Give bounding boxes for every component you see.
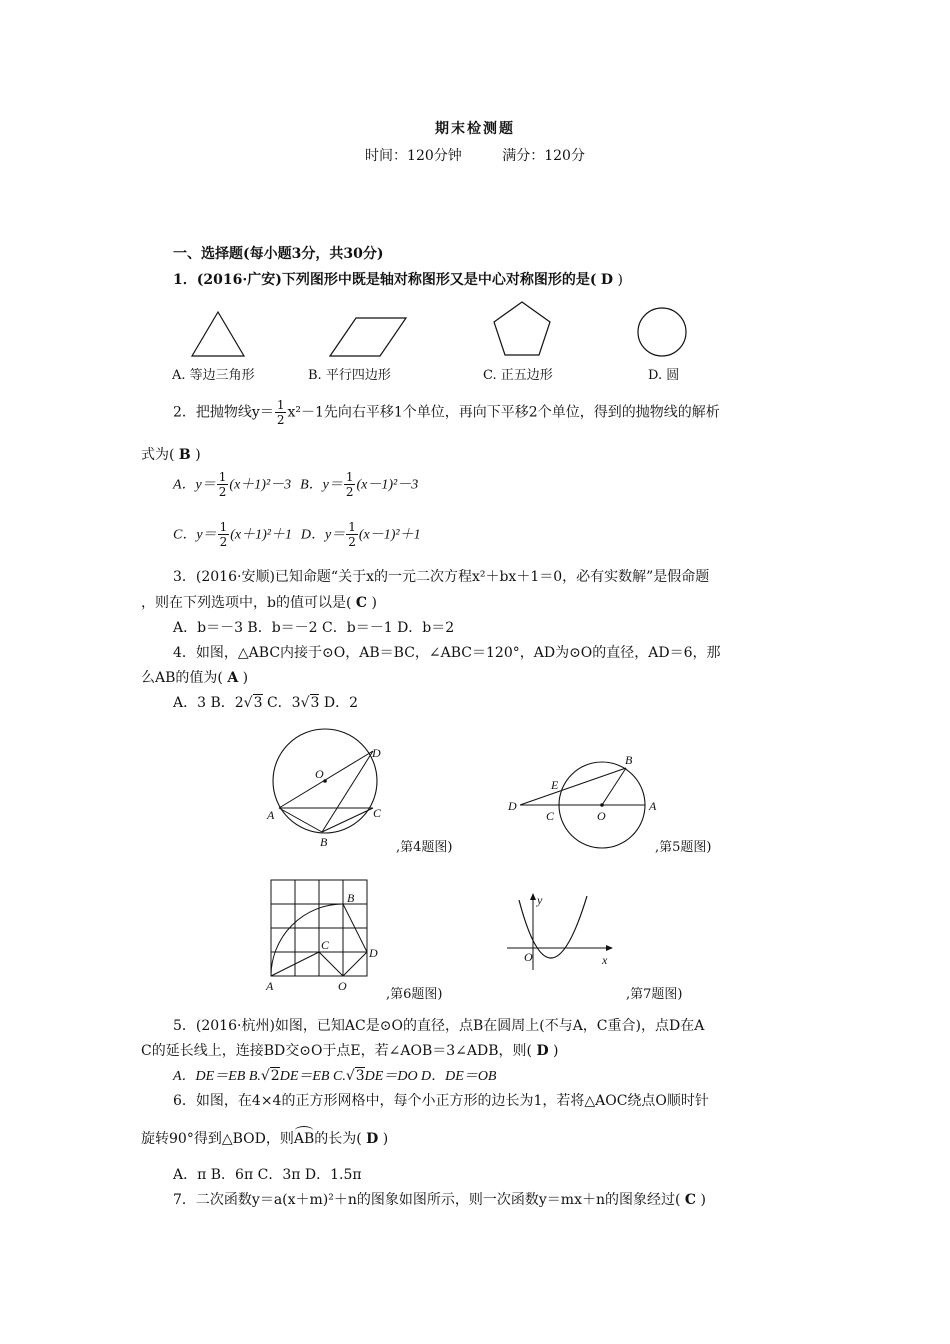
q1-option-d: D. 圆	[648, 368, 680, 383]
q4-options	[173, 692, 358, 712]
figure-5	[505, 750, 665, 860]
q1-stem: 1．(2016·广安)下列图形中既是轴对称图形又是中心对称图形的是(	[173, 272, 597, 288]
q5-line2-text: C的延长线上，连接BD交⊙O于点E，若∠AOB＝3∠ADB，则(	[141, 1043, 532, 1059]
q4-opt-c-root: 3	[310, 695, 320, 711]
q1-close: )	[617, 272, 623, 288]
q1-answer: D	[600, 272, 614, 288]
q3-close: )	[371, 595, 377, 611]
equilateral-triangle-shape	[192, 312, 244, 356]
sqrt-symbol: √	[300, 695, 310, 711]
question-3-line1: 3．(2016·安顺)已知命题“关于x的一元二次方程x²＋bx＋1＝0，必有实数解”是假命题	[173, 569, 710, 585]
q2-stem-c: 式为(	[141, 447, 175, 463]
q2-opt-c-post: (x＋1)²＋1	[230, 527, 292, 543]
fig5-label-e: E	[551, 778, 559, 792]
question-4-line2	[141, 667, 248, 687]
fraction-half: $\frac{1}{2}$	[219, 520, 228, 549]
regular-pentagon-shape	[494, 302, 550, 355]
sqrt-symbol: √	[260, 1068, 270, 1084]
fig5-label-c: C	[546, 809, 555, 823]
circle-shape	[638, 308, 686, 356]
q2-stem-b: x²－1先向右平移1个单位，再向下平移2个单位，得到的抛物线的解析	[287, 404, 720, 421]
q4-opt-ab: A．3 B．2	[173, 695, 244, 711]
q5-opt-b: DE＝EB C.	[279, 1069, 346, 1084]
question-5-line2	[141, 1040, 559, 1060]
figure-7	[505, 888, 620, 973]
fig4-caption: ,第4题图)	[396, 840, 453, 855]
fig7-caption: ,第7题图)	[626, 987, 683, 1002]
q4-opt-c: C．3	[266, 695, 301, 711]
arc-ab: AB	[294, 1131, 314, 1147]
q2-opt-c-pre: C．y＝	[173, 527, 217, 543]
q4-opt-b-root: 3	[253, 695, 263, 711]
q1-option-b: B. 平行四边形	[308, 368, 391, 383]
question-2-line1	[173, 398, 720, 427]
q2-options-row1	[173, 470, 418, 499]
question-3-line2	[141, 592, 377, 612]
q2-answer: B	[178, 447, 191, 463]
q1-option-c: C. 正五边形	[483, 368, 553, 383]
q2-opt-a-pre: A．y＝	[173, 477, 216, 493]
q5-close: )	[553, 1043, 559, 1059]
q7-close: )	[700, 1192, 706, 1208]
q2-opt-d-post: (x－1)²＋1	[358, 527, 421, 543]
question-7	[173, 1189, 706, 1209]
exam-time: 时间：120分钟	[365, 148, 462, 164]
fig4-label-c: C	[373, 806, 382, 820]
fig6-label-c: C	[321, 938, 330, 952]
page-title: 期末检测题	[435, 121, 515, 137]
q5-options	[173, 1065, 497, 1085]
q1-option-a: A. 等边三角形	[172, 368, 255, 383]
fig7-label-x: x	[602, 953, 608, 967]
question-6-line2	[141, 1128, 388, 1148]
section-heading: 一、选择题(每小题3分，共30分)	[173, 246, 384, 262]
q3-line2-text: ，则在下列选项中，b的值可以是(	[141, 595, 352, 611]
fig5-label-o: O	[597, 809, 606, 823]
q5-root-2: 2	[270, 1068, 280, 1084]
q5-answer: D	[536, 1043, 549, 1059]
fig6-caption: ,第6题图)	[386, 987, 443, 1002]
question-4-line1: 4．如图，△ABC内接于⊙O，AB＝BC，∠ABC＝120°，AD为⊙O的直径，AD＝6，那	[173, 645, 721, 661]
q2-opt-b-post: (x－1)²－3	[356, 477, 419, 493]
q4-line2-text: 么AB的值为(	[141, 670, 223, 686]
figure-6	[262, 876, 382, 996]
fig7-label-y: y	[537, 893, 543, 907]
fig5-caption: ,第5题图)	[655, 840, 712, 855]
q3-options: A．b＝－3 B．b＝－2 C．b＝－1 D．b＝2	[173, 620, 455, 636]
fig6-label-d: D	[369, 946, 378, 960]
fig4-label-b: B	[320, 835, 328, 849]
q7-answer: C	[684, 1192, 697, 1208]
q2-options-row2	[173, 520, 421, 549]
fig4-label-a: A	[267, 808, 275, 822]
fig6-label-b: B	[347, 891, 355, 905]
sqrt-symbol: √	[345, 1068, 355, 1084]
q4-opt-d: D．2	[323, 695, 359, 711]
fig6-label-a: A	[266, 979, 274, 993]
parallelogram-shape	[330, 318, 406, 356]
q5-opt-a: A．DE＝EB B.	[173, 1069, 261, 1084]
q2-stem-a: 2．把抛物线y＝	[173, 404, 274, 421]
q6-close: )	[382, 1131, 389, 1147]
exam-score: 满分：120分	[502, 148, 585, 164]
exam-info	[0, 145, 950, 165]
q4-answer: A	[227, 670, 239, 686]
fig6-label-o: O	[338, 979, 347, 993]
question-2-line2	[141, 444, 201, 464]
q2-close: )	[195, 447, 201, 463]
fraction-half: $\frac{1}{2}$	[348, 520, 356, 549]
sqrt-symbol: √	[243, 695, 253, 711]
q2-opt-b-pre: B．y＝	[300, 477, 343, 493]
q1-shapes	[170, 298, 710, 363]
q7-line1: 7．二次函数y＝a(x＋m)²＋n的图象如图所示，则一次函数y＝mx＋n的图象经过(	[173, 1192, 681, 1208]
question-5-line1: 5．(2016·杭州)如图，已知AC是⊙O的直径，点B在圆周上(不与A，C重合)，点D在A	[173, 1018, 705, 1034]
fig4-label-d: D	[372, 746, 381, 760]
fig5-label-a: A	[649, 799, 657, 813]
fraction-half: $\frac{1}{2}$	[345, 470, 354, 499]
q2-opt-d-pre: D．y＝	[300, 527, 346, 543]
question-1	[173, 269, 623, 289]
fraction-half: $\frac{1}{2}$	[218, 470, 227, 499]
q6-line2-pre: 旋转90°得到△BOD，则	[141, 1131, 294, 1147]
q5-root-3: 3	[355, 1068, 365, 1084]
q6-line2-post: 的长为(	[314, 1131, 362, 1147]
fig5-label-b: B	[625, 753, 633, 767]
fig5-label-d: D	[508, 799, 517, 813]
q6-answer: D	[366, 1131, 379, 1147]
fraction-half: $\frac{1}{2}$	[276, 398, 285, 427]
question-6-line1: 6．如图，在4×4的正方形网格中，每个小正方形的边长为1，若将△AOC绕点O顺时针	[173, 1093, 709, 1109]
q3-answer: C	[355, 595, 368, 611]
q6-options: A．π B．6π C．3π D．1.5π	[173, 1167, 362, 1183]
fig4-label-o: O	[315, 767, 324, 781]
fig7-label-o: O	[524, 950, 533, 964]
q4-close: )	[242, 670, 249, 686]
q2-opt-a-post: (x＋1)²－3	[229, 477, 292, 493]
figure-4	[262, 728, 392, 853]
q5-opt-cd: DE＝DO D．DE＝OB	[364, 1069, 497, 1084]
